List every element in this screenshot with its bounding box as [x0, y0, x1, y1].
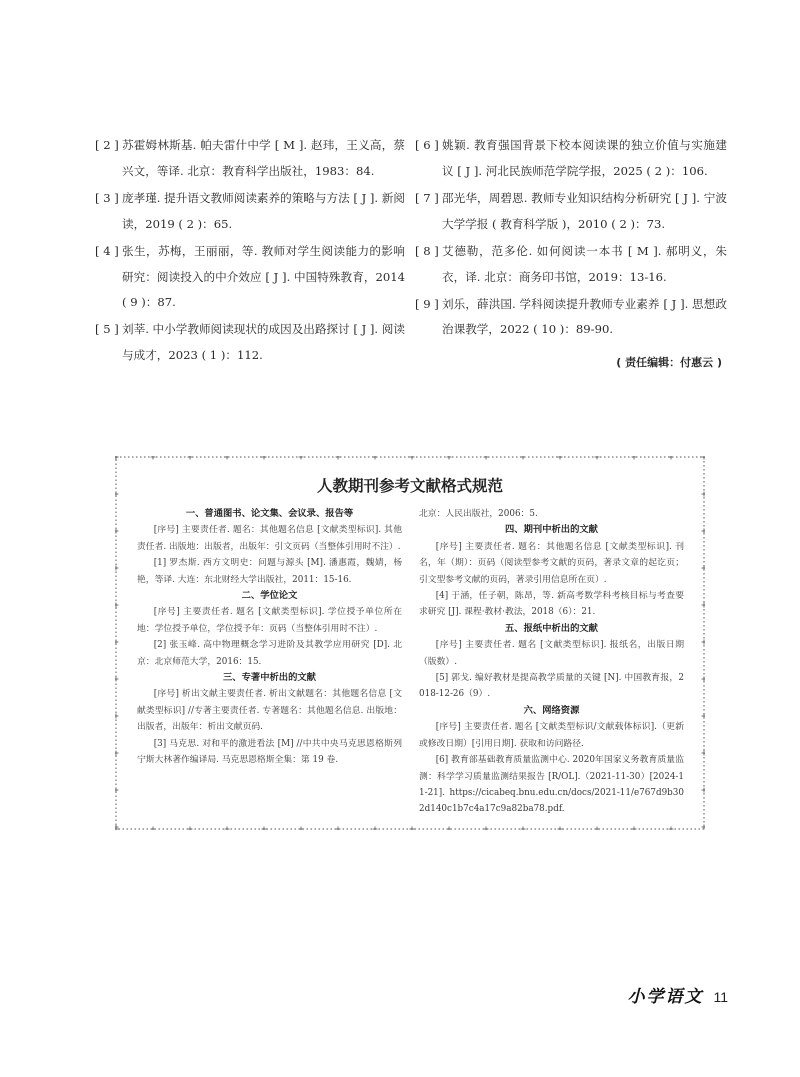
reference-item — [415, 133, 727, 184]
reference-item — [95, 317, 405, 368]
page-number: 11 — [713, 989, 728, 1005]
section-heading: 一、普通图书、论文集、会议录、报告等 — [185, 508, 354, 519]
reference-number: [ 8 ] — [415, 243, 439, 258]
reference-text: 庞孝瑾. 提升语文教师阅读素养的策略与方法 [ J ]. 新阅读，2019 ( 2 )：65. — [122, 190, 405, 231]
format-paragraph: [序号] 主要责任者. 题名：其他题名信息 [文献类型标识]. 其他责任者. 出版地：出版者，出版年：引文页码（当整体引用时不注）. — [137, 525, 402, 552]
reference-number: [ 3 ] — [95, 190, 119, 205]
citation-format-box — [115, 456, 705, 830]
format-paragraph: [序号] 主要责任者. 题名 [文献类型标识]. 报纸名，出版日期（版数）. — [419, 640, 684, 667]
section-heading: 四、期刊中析出的文献 — [505, 524, 598, 536]
reference-item — [95, 133, 405, 184]
reference-number: [ 7 ] — [415, 190, 439, 205]
format-paragraph: [4] 于涵，任子朝，陈昂，等. 新高考数学科考核目标与考查要求研究 [J]. 课程·教材·教法，2018（6）：21. — [419, 591, 684, 618]
reference-item — [415, 292, 727, 343]
format-paragraph: [序号] 析出文献主要责任者. 析出文献题名：其他题名信息 [文献类型标识] //专著主要责任者. 专著题名：其他题名信息. 出版地：出版者，出版年：析出文献页码. — [137, 689, 402, 733]
format-paragraph: [2] 张玉峰. 高中物理概念学习进阶及其教学应用研究 [D]. 北京：北京师范大学，2016：15. — [137, 640, 402, 667]
reference-number: [ 6 ] — [415, 138, 439, 152]
reference-text: 刘乐，薛洪国. 学科阅读提升教师专业素养 [ J ]. 思想政治课教学，2022 ( 10 )：89-90. — [442, 296, 727, 337]
reference-item — [95, 186, 405, 237]
magazine-name: 小学语文 — [627, 987, 704, 1007]
editor-note: ( 责任编辑：付惠云 ) — [616, 356, 722, 369]
reference-text: 邵光华，周碧恩. 教师专业知识结构分析研究 [ J ]. 宁波大学学报 ( 教育科学版 )，2010 ( 2 )：73. — [442, 190, 727, 231]
reference-number: [ 9 ] — [415, 296, 439, 311]
reference-text: 苏霍姆林斯基. 帕夫雷什中学 [ M ]. 赵玮，王义高，蔡兴文，等译. 北京：教育科学出版社，1983：84. — [122, 138, 405, 178]
reference-item — [415, 239, 727, 290]
reference-item — [415, 186, 727, 237]
reference-list-right — [415, 133, 727, 345]
reference-number: [ 4 ] — [95, 243, 119, 258]
continued-paragraph: 北京：人民出版社，2006：5. — [419, 509, 538, 519]
format-paragraph: [6] 教育部基础教育质量监测中心. 2020年国家义务教育质量监测：科学学习质量监测结果报告 [R/OL].（2021-11-30）[2024-11-21]. https://cicabeq.bnu.edu.cn/docs/2021-11/e767d9b302d140c1b7c4a17c9a82ba78.pdf. — [419, 755, 684, 815]
reference-text: 姚颖. 教育强国背景下校本阅读课的独立价值与实施建议 [ J ]. 河北民族师范学院学报，2025 ( 2 )：106. — [442, 138, 727, 178]
box-title: 人教期刊参考文献格式规范 — [316, 477, 503, 495]
format-paragraph: [3] 马克思. 对和平的激进看法 [M] //中共中央马克思恩格斯列宁斯大林著作编译局. 马克思恩格斯全集：第 19 卷. — [137, 738, 402, 766]
section-heading: 三、专著中析出的文献 — [223, 672, 316, 684]
reference-number: [ 5 ] — [95, 322, 119, 337]
reference-list-left — [95, 133, 405, 370]
format-paragraph: [序号] 主要责任者. 题名 [文献类型标识]. 学位授予单位所在地：学位授予单位，学位授予年：页码（当整体引用时不注）. — [137, 607, 402, 634]
reference-item — [95, 239, 405, 316]
reference-text: 刘莘. 中小学教师阅读现状的成因及出路探讨 [ J ]. 阅读与成才，2023 ( 1 )：112. — [122, 322, 405, 363]
section-heading: 二、学位论文 — [241, 590, 298, 602]
format-paragraph: [1] 罗杰斯. 西方文明史：问题与源头 [M]. 潘惠霞，魏婧，杨艳，等译. 大连：东北财经大学出版社，2011：15-16. — [137, 558, 402, 585]
page-footer — [627, 982, 728, 1007]
section-heading: 六、网络资源 — [523, 704, 580, 716]
format-paragraph: [序号] 主要责任者. 题名：其他题名信息 [文献类型标识]. 刊名，年（期）：页码（阅读型参考文献的页码，著录文章的起讫页；引文型参考文献的页码，著录引用信息所在页）. — [419, 541, 684, 585]
box-column-left — [137, 506, 402, 769]
reference-text: 艾德勒，范多伦. 如何阅读一本书 [ M ]. 郝明义，朱衣，译. 北京：商务印书馆，2019：13-16. — [442, 243, 727, 284]
section-heading: 五、报纸中析出的文献 — [505, 622, 598, 634]
reference-text: 张生，苏梅，王丽丽，等. 教师对学生阅读能力的影响研究：阅读投入的中介效应 [ J ]. 中国特殊教育，2014 ( 9 )：87. — [122, 243, 405, 310]
format-paragraph: [序号] 主要责任者. 题名 [文献类型标识/文献载体标识].（更新或修改日期）[引用日期]. 获取和访问路径. — [419, 722, 684, 749]
box-column-right — [419, 506, 684, 818]
format-paragraph: [5] 郭戈. 编好教材是提高教学质量的关键 [N]. 中国教育报，2018-12-26（9）. — [419, 673, 684, 700]
reference-number: [ 2 ] — [95, 138, 119, 152]
